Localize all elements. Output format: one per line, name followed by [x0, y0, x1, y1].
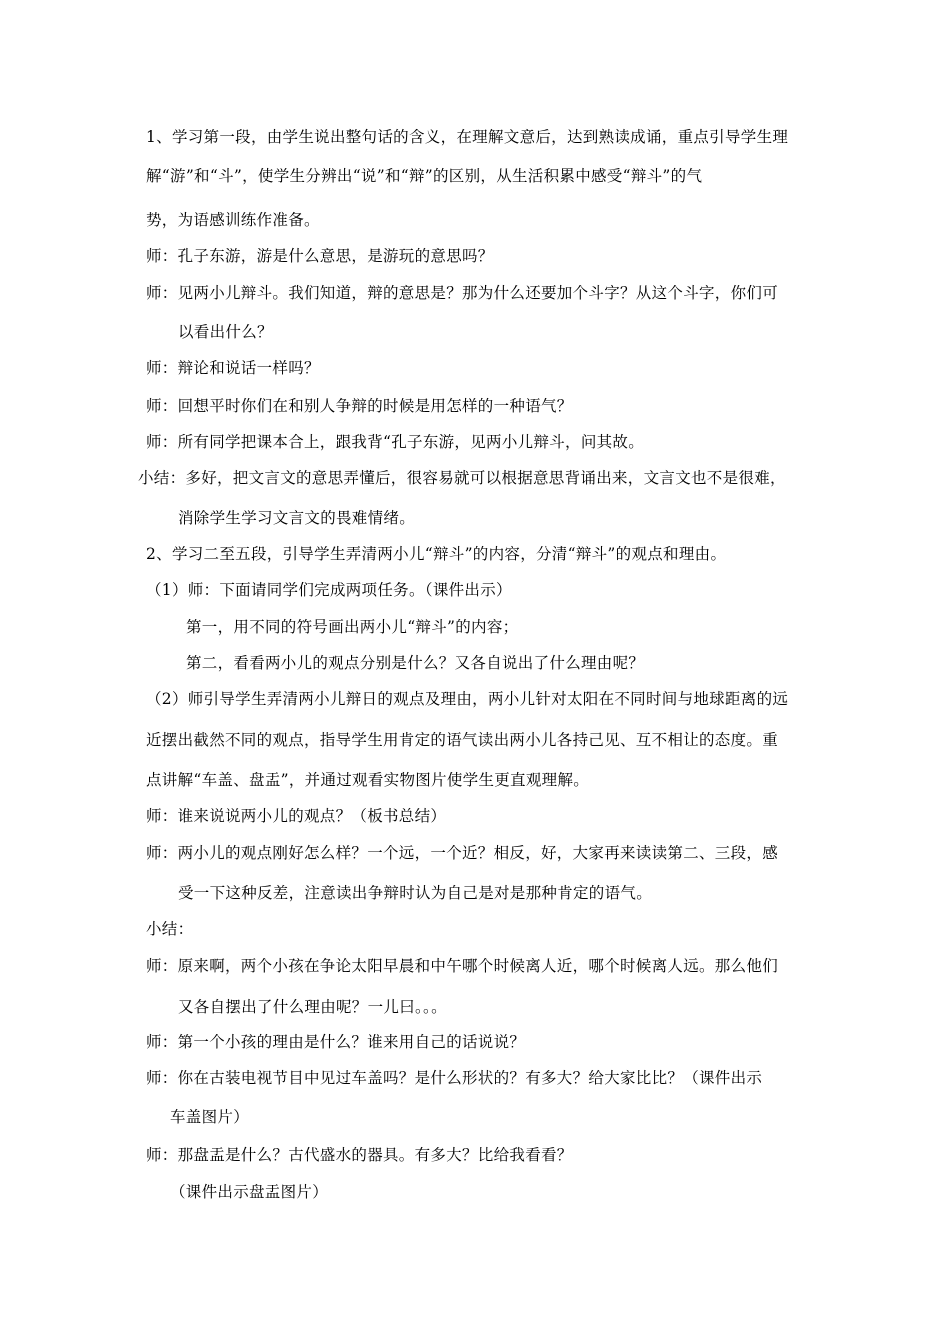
- text-line: （1）师：下面请同学们完成两项任务。（课件出示）: [146, 581, 512, 599]
- text-line: （2）师引导学生弄清两小儿辩日的观点及理由，两小儿针对太阳在不同时间与地球距离的远: [146, 690, 789, 708]
- text-line: 受一下这种反差，注意读出争辩时认为自己是对是那种肯定的语气。: [178, 884, 653, 902]
- text-line: 师：那盘盂是什么？古代盛水的器具。有多大？比给我看看？: [146, 1146, 573, 1164]
- text-line: 师：原来啊，两个小孩在争论太阳早晨和中午哪个时候离人近，哪个时候离人远。那么他们: [146, 957, 779, 975]
- text-line: 势，为语感训练作准备。: [146, 211, 320, 229]
- text-line: 小结：多好，把文言文的意思弄懂后，很容易就可以根据意思背诵出来，文言文也不是很难，: [138, 469, 786, 487]
- text-line: 近摆出截然不同的观点，指导学生用肯定的语气读出两小儿各持己见、互不相让的态度。重: [146, 731, 779, 749]
- text-line: 师：第一个小孩的理由是什么？谁来用自己的话说说？: [146, 1033, 526, 1051]
- text-line: 又各自摆出了什么理由呢？一儿曰。。。: [178, 998, 447, 1016]
- text-line: 以看出什么？: [178, 323, 273, 341]
- text-line: 点讲解“车盖、盘盂”，并通过观看实物图片使学生更直观理解。: [146, 771, 590, 789]
- text-line: 第一，用不同的符号画出两小儿“辩斗”的内容；: [186, 618, 519, 636]
- text-line: 师：谁来说说两小儿的观点？（板书总结）: [146, 807, 447, 825]
- text-line: 师：辩论和说话一样吗？: [146, 359, 320, 377]
- text-line: 师：见两小儿辩斗。我们知道，辩的意思是？那为什么还要加个斗字？从这个斗字，你们可: [146, 284, 779, 302]
- text-line: （课件出示盘盂图片）: [170, 1183, 329, 1201]
- text-line: 小结：: [146, 920, 194, 938]
- text-line: 解“游”和“斗”，使学生分辨出“说”和“辩”的区别，从生活积累中感受“辩斗”的气: [146, 167, 703, 185]
- text-line: 第二，看看两小儿的观点分别是什么？又各自说出了什么理由呢？: [186, 654, 645, 672]
- text-line: 师：两小儿的观点刚好怎么样？一个远，一个近？相反，好，大家再来读读第二、三段，感: [146, 844, 779, 862]
- text-line: 师：孔子东游，游是什么意思，是游玩的意思吗？: [146, 247, 494, 265]
- text-line: 2、学习二至五段，引导学生弄清两小儿“辩斗”的内容，分清“辩斗”的观点和理由。: [146, 545, 727, 563]
- text-line: 1、学习第一段，由学生说出整句话的含义，在理解文意后，达到熟读成诵，重点引导学生理: [146, 128, 789, 146]
- text-line: 消除学生学习文言文的畏难情绪。: [178, 509, 416, 527]
- text-line: 师：回想平时你们在和别人争辩的时候是用怎样的一种语气？: [146, 397, 573, 415]
- text-line: 师：所有同学把课本合上，跟我背“孔子东游，见两小儿辩斗，问其故。: [146, 433, 645, 451]
- text-line: 师：你在古装电视节目中见过车盖吗？是什么形状的？有多大？给大家比比？（课件出示: [146, 1069, 763, 1087]
- text-line: 车盖图片）: [170, 1108, 250, 1126]
